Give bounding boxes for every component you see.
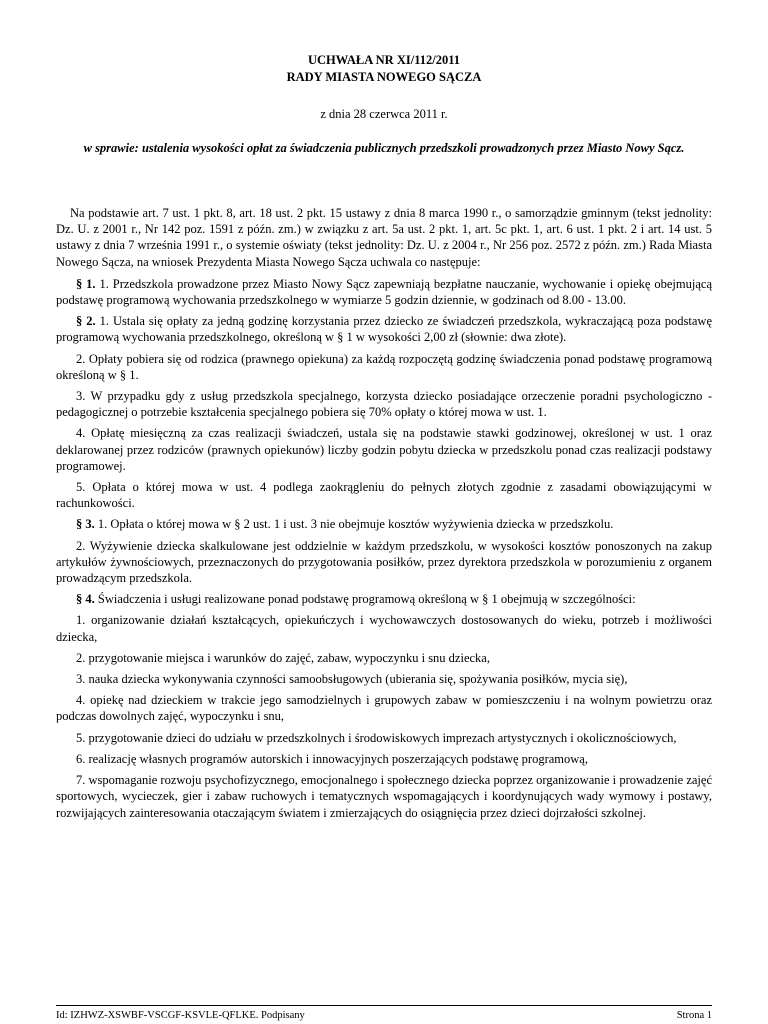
section-3-paragraph-1	[56, 516, 712, 532]
document-id: Id: IZHWZ-XSWBF-VSCGF-KSVLE-QFLKE. Podpisany	[56, 1010, 305, 1021]
page-number: Strona 1	[676, 1010, 712, 1021]
section-1-label: § 1.	[76, 276, 96, 291]
section-4-label: § 4.	[76, 592, 95, 607]
section-4-item: 4. opiekę nad dzieckiem w trakcie jego samodzielnych i grupowych zabaw w pomieszczeniu i na wolnym powietrzu oraz podczas dowolnych zajęć, wypoczynku i snu,	[56, 693, 712, 724]
section-1-paragraph-1	[56, 276, 712, 308]
section-2-paragraph-5: 5. Opłata o której mowa w ust. 4 podlega zaokrągleniu do pełnych złotych zgodnie z zasadami obowiązującymi w rachunkowości.	[56, 480, 712, 511]
resolution-title: UCHWAŁA NR XI/112/2011	[307, 53, 461, 67]
document-body	[56, 205, 712, 826]
section-2-label: § 2.	[76, 314, 96, 329]
section-2-paragraph-4: 4. Opłatę miesięczną za czas realizacji świadczeń, ustala się na podstawie stawki godzinowej, określonej w ust. 1 oraz deklarowanej przez rodziców (prawnych opiekunów) liczby godzin pobytu dziecka w przedszkolu ponad czas realizacji podstawy programowej.	[56, 426, 712, 473]
section-4-item: 1. organizowanie działań kształcących, opiekuńczych i wychowawczych dostosowanych do wieku, potrzeb i możliwości dziecka,	[56, 613, 712, 644]
section-2-text: 1. Ustala się opłaty za jedną godzinę korzystania przez dziecko ze świadczeń przedszkola, wykraczającą poza podstawę programową wychowania przedszkolnego, określoną w § 1 w wysokości 2,00 zł (słownie: dwa złote).	[56, 314, 712, 345]
section-4-item: 6. realizację własnych programów autorskich i innowacyjnych poszerzających podstawę programową,	[76, 751, 588, 766]
section-2-paragraph-2: 2. Opłaty pobiera się od rodzica (prawnego opiekuna) za każdą rozpoczętą godzinę świadczenia ponad podstawę programową określoną w § 1.	[56, 351, 712, 382]
section-4-paragraph-0	[56, 591, 712, 607]
section-4-item: 2. przygotowanie miejsca i warunków do zajęć, zabaw, wypoczynku i snu dziecka,	[76, 650, 490, 665]
footer-divider	[56, 1005, 712, 1006]
council-name: RADY MIASTA NOWEGO SĄCZA	[286, 70, 482, 84]
section-2-paragraph-3: 3. W przypadku gdy z usług przedszkola specjalnego, korzysta dziecko posiadające orzeczenie poradni psychologiczno - pedagogicznej o potrzebie kształcenia specjalnego pobiera się 70% opłaty o której mowa w ust. 1.	[56, 389, 712, 420]
section-1-text: 1. Przedszkola prowadzone przez Miasto Nowy Sącz zapewniają bezpłatne nauczanie, wychowanie i opiekę obejmującą podstawę programową wychowania przedszkolnego w wymiarze 5 godzin dziennie, w godzinach od 8.00 - 13.00.	[56, 276, 712, 308]
resolution-date: z dnia 28 czerwca 2011 r.	[320, 107, 448, 121]
section-3-label: § 3.	[76, 517, 95, 532]
section-4-item: 3. nauka dziecka wykonywania czynności samoobsługowych (ubierania się, spożywania posiłków, mycia się),	[76, 672, 628, 687]
section-2-paragraph-1	[56, 313, 712, 345]
legal-basis-paragraph: Na podstawie art. 7 ust. 1 pkt. 8, art. 18 ust. 2 pkt. 15 ustawy z dnia 8 marca 1990 r., o samorządzie gminnym (tekst jednolity: Dz. U. z 2001 r., Nr 142 poz. 1591 z późn. zm.) w związku z art. 5a ust. 2 pkt. 1, art. 5c pkt. 1, art. 6 ust. 1 pkt. 2 i art. 14 ust. 5 ustawy z dnia 7 września 1991 r., o systemie oświaty (tekst jednolity: Dz. U. z 2004 r., Nr 256 poz. 2572 z późn. zm.) Rada Miasta Nowego Sącza, na wniosek Prezydenta Miasta Nowego Sącza uchwala co następuje:	[56, 206, 712, 269]
section-4-item: 5. przygotowanie dzieci do udziału w przedszkolnych i środowiskowych imprezach artystycznych i okolicznościowych,	[76, 730, 677, 745]
section-4-text: Świadczenia i usługi realizowane ponad podstawę programową określoną w § 1 obejmują w szczególności:	[94, 592, 636, 607]
section-3-paragraph-2: 2. Wyżywienie dziecka skalkulowane jest oddzielnie w każdym przedszkolu, w wysokości kosztów ponoszonych na zakup artykułów żywnościowych, przeznaczonych do przygotowania posiłków, przez dyrektora przedszkola w porozumieniu z organem prowadzącym przedszkola.	[56, 538, 712, 586]
section-4-item: 7. wspomaganie rozwoju psychofizycznego, emocjonalnego i społecznego dziecka poprzez organizowanie i prowadzenie zajęć sportowych, wycieczek, gier i zabaw ruchowych i tematycznych wspomagających i koordynujących wady wymowy i postawy, rozwijających zainteresowania otaczającym światem i zmierzających do osiągnięcia przez dzieci dojrzałości szkolnej.	[56, 773, 712, 820]
resolution-subject: w sprawie: ustalenia wysokości opłat za świadczenia publicznych przedszkoli prowadzonych przez Miasto Nowy Sącz.	[83, 141, 685, 155]
section-3-text: 1. Opłata o której mowa w § 2 ust. 1 i ust. 3 nie obejmuje kosztów wyżywienia dziecka w przedszkolu.	[94, 517, 614, 532]
